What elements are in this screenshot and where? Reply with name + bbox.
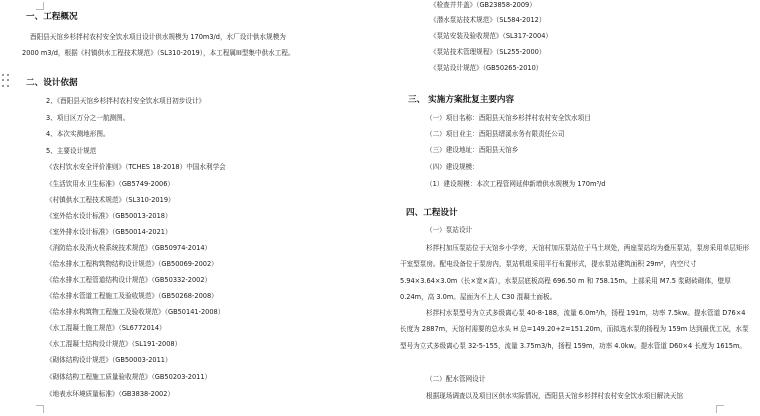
basis-item: 5、主要设计规范 — [46, 147, 97, 155]
basis-item: 4、本次实测地形图。 — [46, 130, 110, 138]
spec-item: 《村镇供水工程技术规范》（SL310-2019） — [46, 196, 175, 204]
section-1-heading: 一、工程概况 — [26, 12, 78, 22]
spec-item: 《砌体结构工程施工质量验收规范》（GB50203-2011） — [46, 373, 212, 381]
section-1-paragraph-line-1: 酉阳县天馆乡杉拌村农村安全饮水项目设计供水规模为 170m3/d，水厂设计供水规模为 — [30, 33, 286, 41]
drag-handle[interactable] — [2, 74, 14, 88]
subsection-pump-station: （一）泵站设计 — [426, 226, 473, 234]
spec-item: 《潜水泵站技术规范》（SL584-2012） — [430, 16, 546, 24]
pump-spec-paragraph: 杉拌村水泵型号为立式多级离心泵 40-8-188，流量 6.0m³/h，扬程 191m，功率 7.5kw。提水管道 D76×4 长度为 2887m，天馆村需要的总水头 H 总=149.20+2=151.20m，而拟选水泵的扬程为 159m 达到最优工况，水泵型号为立式多级离心泵 32-5-155，流量 3.75m3/h，扬程 159m，功率 4.0kw。提水管道 D60×4 长度为 1615m。 — [400, 309, 749, 350]
spec-item: 《地表水环境质量标准》（GB3838-2002） — [46, 390, 174, 398]
spec-item: 《给水排水工程管道结构设计规范》（GB50332-2002） — [46, 276, 212, 284]
spec-item: 《室外排水设计标准》（GB50014-2021） — [46, 228, 172, 236]
page-corner-mark-top-left — [36, 2, 44, 10]
spec-item: 《消防给水及消火栓系统技术规范》（GB50974-2014） — [46, 244, 212, 252]
spec-item: 《给水排水管道工程施工及验收规范》（GB50268-2008） — [46, 292, 218, 300]
approval-item: （二）项目业主：酉阳县缙溪水务有限责任公司 — [426, 130, 565, 138]
section-4-heading: 四、工程设计 — [406, 208, 458, 218]
basis-item: 2、《酉阳县天馆乡杉拌村农村安全饮水项目初步设计》 — [46, 97, 206, 105]
spec-item: 《泵站设计规范》（GB50265-2010） — [430, 64, 543, 72]
pump-station-paragraph: 杉拌村加压泵站位于天馆乡小学旁，天馆村加压泵站位于马土坝处，两座泵站均为叠压泵站，泵房采用单层矩形干室型泵房。配电设备位于泵房内，泵站机组采用平行布置形式，提水泵站建筑面积 29m²，内空尺寸 5.94×3.64×3.0m（长×宽×高），水泵层底板高程 696.50 m 和 758.15m。上部采用 M7.5 浆砌砖砌体，壁厚 0.24m，高 3.0m。屋面为不上人 C30 混凝土面板。 — [400, 244, 750, 301]
section-3-heading: 三、 实施方案批复主要内容 — [408, 95, 515, 105]
approval-item: （三）建设地址：酉阳县天馆乡 — [426, 146, 519, 154]
approval-item: （一）项目名称：酉阳县天馆乡杉拌村农村安全饮水项目 — [426, 114, 591, 122]
distribution-paragraph: 根据现场调查以及项目区供水实际情况，酉阳县天馆乡杉拌村农村安全饮水项目解决天馆 — [426, 392, 684, 400]
section-2-heading: 二、设计依据 — [26, 78, 78, 88]
approval-item: （四）建设规模： — [426, 163, 479, 171]
spec-item: 《水工混凝土施工规范》（SL6772014） — [46, 324, 166, 332]
spec-item: 《农村饮水安全评价准则》（TCHES 18-2018）中国水利学会 — [46, 163, 226, 171]
spec-item: 《给水排水构筑物工程施工及验收规范》（GB50141-2008） — [46, 308, 225, 316]
spec-item: 《泵站安装及验收规范》（SL317-2004） — [430, 32, 553, 40]
basis-item: 3、项目区万分之一航测图。 — [46, 114, 130, 122]
spec-item: 《砌体结构设计规范》（GB50003-2011） — [46, 356, 172, 364]
spec-item: 《水工混凝土结构设计规范》（SL191-2008） — [46, 340, 182, 348]
section-1-paragraph-line-2: 2000 m3/d，根据《村镇供水工程技术规范》（SL310-2019），本工程属III型集中供水工程。 — [22, 49, 295, 57]
spec-item: 《泵站技术管理规程》（SL255-2000） — [430, 48, 546, 56]
spec-item: 《检查井井盖》（GB23858-2009） — [430, 1, 536, 9]
page-corner-mark-bottom-right — [716, 405, 724, 413]
approval-item: （1）建设规模：本次工程管网延伸新增供水规模为 170m³/d — [426, 180, 606, 188]
spec-item: 《生活饮用水卫生标准》（GB5749-2006） — [46, 180, 174, 188]
subsection-distribution-network: （二）配水管网设计 — [426, 375, 486, 383]
spec-item: 《给水排水工程构筑物结构设计规范》（GB50069-2002） — [46, 260, 218, 268]
spec-item: 《室外给水设计标准》（GB50013-2018） — [46, 212, 172, 220]
page-corner-mark-bottom-left — [36, 405, 44, 413]
